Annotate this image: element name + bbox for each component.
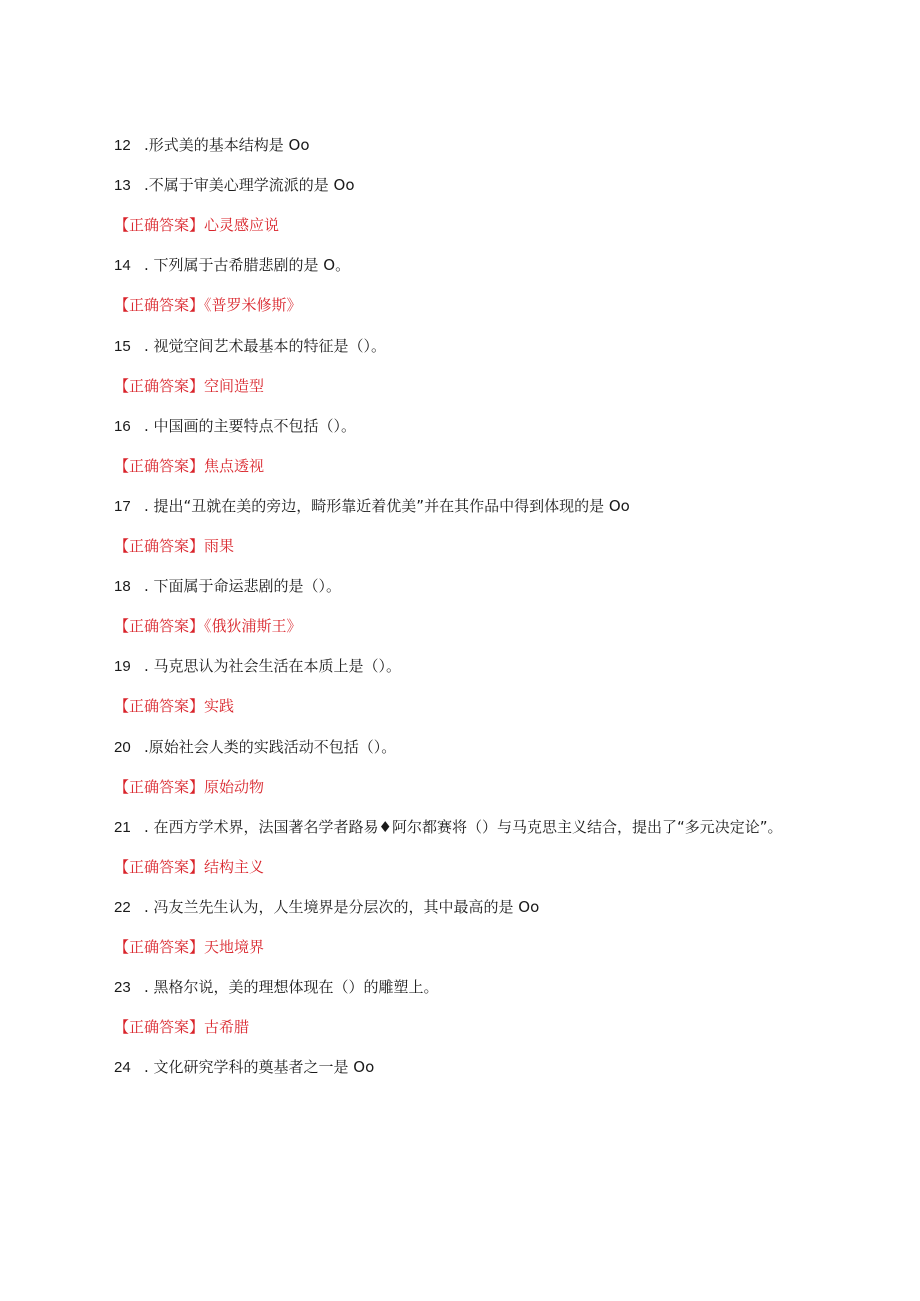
question-text: .不属于审美心理学流派的是 Oo: [144, 176, 355, 194]
question-line: [114, 575, 341, 598]
question-text: .原始社会人类的实践活动不包括（）。: [144, 738, 397, 756]
question-text: . 在西方学术界，法国著名学者路易♦阿尔都赛将（）与马克思主义结合，提出了“多元决定论”。: [144, 818, 783, 836]
question-text: . 下列属于古希腊悲剧的是 O。: [144, 256, 351, 274]
answer-line: 【正确答案】原始动物: [114, 778, 265, 796]
question-number: 23: [114, 979, 131, 996]
question-line: [114, 254, 350, 277]
question-line: [114, 655, 401, 678]
question-line: [114, 495, 630, 518]
question-number: 18: [114, 578, 131, 595]
question-line: [114, 335, 386, 358]
answer-line: 【正确答案】焦点透视: [114, 457, 265, 475]
question-line: [114, 896, 539, 919]
question-text: . 冯友兰先生认为，人生境界是分层次的，其中最高的是 Oo: [144, 898, 540, 916]
question-text: . 马克思认为社会生活在本质上是（）。: [144, 657, 402, 675]
question-line: [114, 736, 396, 759]
question-number: 20: [114, 739, 131, 756]
answer-line: 【正确答案】结构主义: [114, 858, 265, 876]
question-line: [114, 1056, 374, 1079]
question-line: [114, 174, 355, 197]
question-number: 16: [114, 418, 131, 435]
question-number: 21: [114, 819, 131, 836]
answer-line: 【正确答案】心灵感应说: [114, 216, 280, 234]
answer-line: 【正确答案】《俄狄浦斯王》: [114, 617, 302, 635]
question-text: . 文化研究学科的奠基者之一是 Oo: [144, 1058, 375, 1076]
question-number: 17: [114, 498, 131, 515]
question-line: [114, 816, 783, 839]
question-text: . 下面属于命运悲剧的是（）。: [144, 577, 342, 595]
question-number: 12: [114, 137, 131, 154]
question-number: 14: [114, 257, 131, 274]
question-number: 19: [114, 658, 131, 675]
question-line: [114, 134, 310, 157]
answer-line: 【正确答案】雨果: [114, 537, 235, 555]
question-text: . 提出“丑就在美的旁边，畸形靠近着优美”并在其作品中得到体现的是 Oo: [144, 497, 630, 515]
question-number: 22: [114, 899, 131, 916]
answer-line: 【正确答案】《普罗米修斯》: [114, 296, 302, 314]
answer-line: 【正确答案】天地境界: [114, 938, 265, 956]
question-line: [114, 415, 356, 438]
answer-line: 【正确答案】实践: [114, 697, 235, 715]
question-text: .形式美的基本结构是 Oo: [144, 136, 310, 154]
question-number: 13: [114, 177, 131, 194]
answer-line: 【正确答案】古希腊: [114, 1018, 250, 1036]
question-text: . 视觉空间艺术最基本的特征是（）。: [144, 337, 387, 355]
question-number: 15: [114, 338, 131, 355]
question-number: 24: [114, 1059, 131, 1076]
answer-line: 【正确答案】空间造型: [114, 377, 265, 395]
question-line: [114, 976, 439, 999]
question-text: . 中国画的主要特点不包括（）。: [144, 417, 357, 435]
question-text: . 黑格尔说，美的理想体现在（）的雕塑上。: [144, 978, 439, 996]
